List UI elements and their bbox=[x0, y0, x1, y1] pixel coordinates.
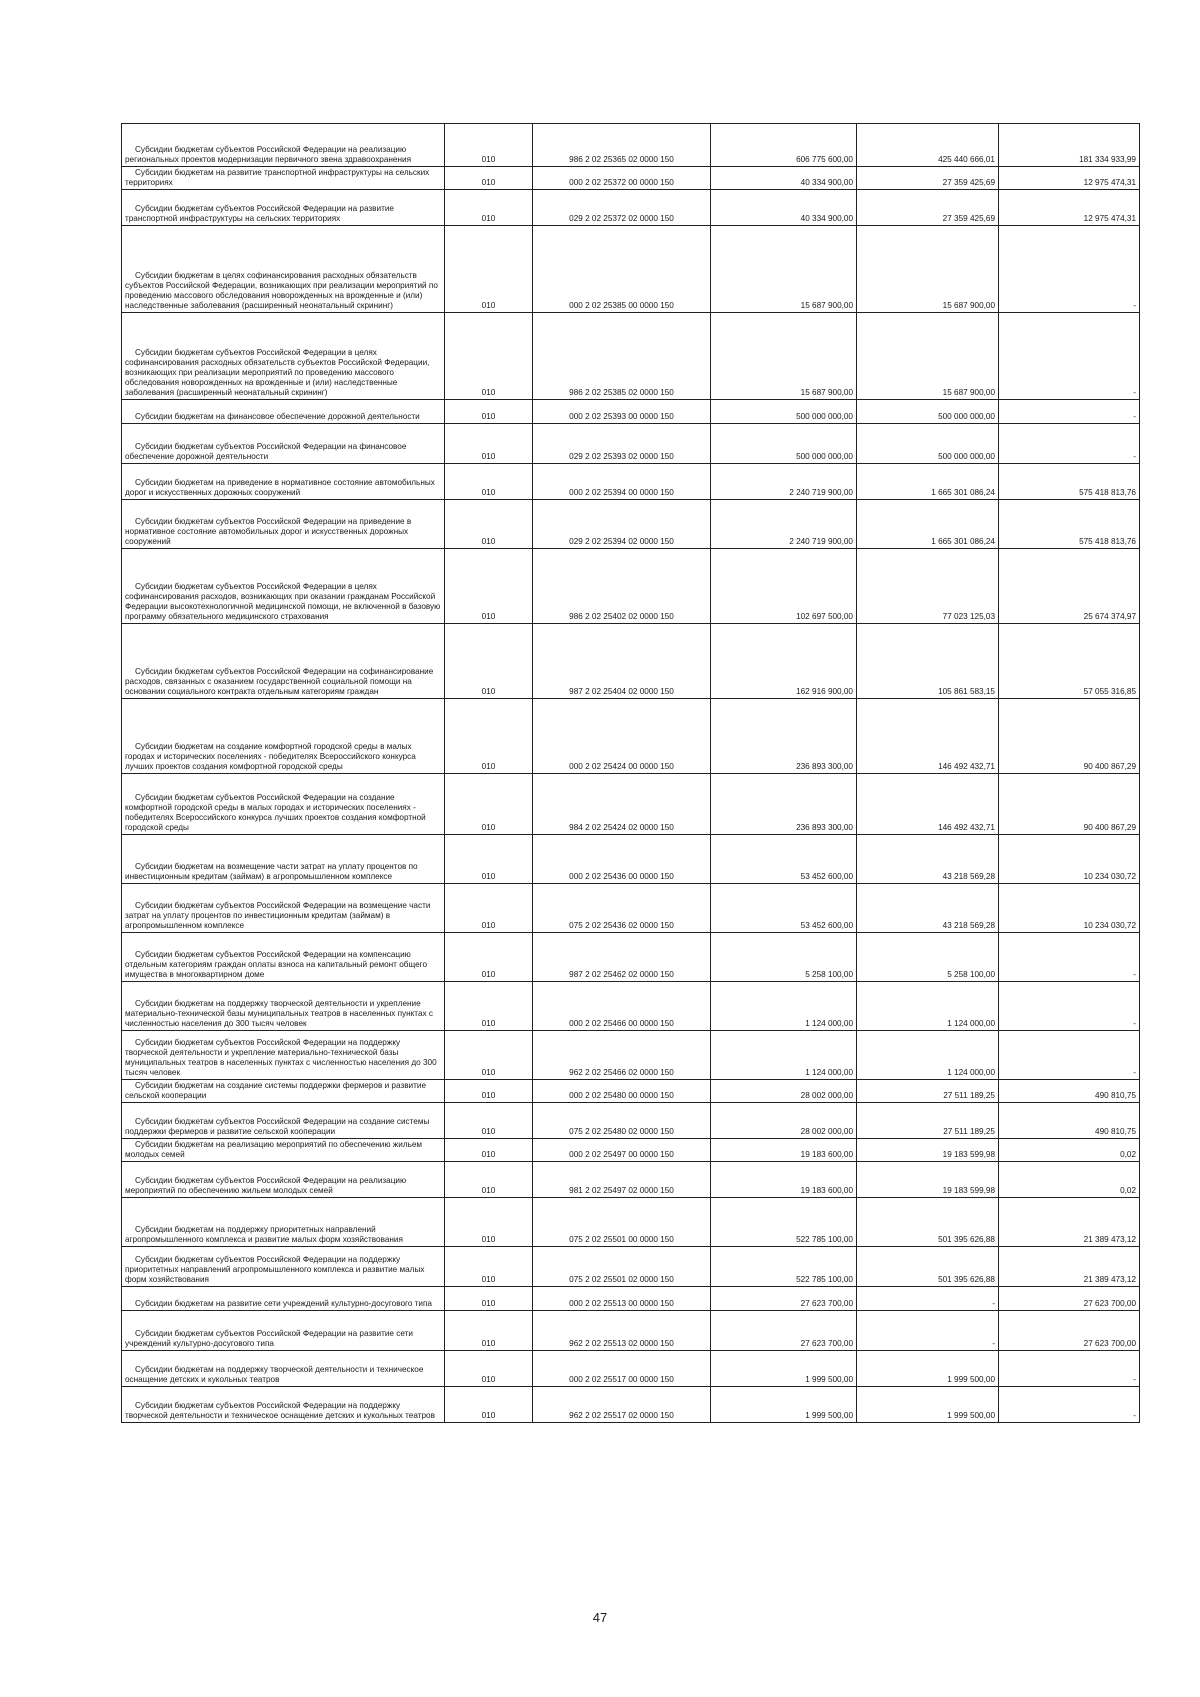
row-approved: 15 687 900,00 bbox=[711, 313, 857, 400]
page-number: 47 bbox=[592, 1610, 608, 1625]
row-name: Субсидии бюджетам на поддержку творческой деятельности и техническое оснащение детских и кукольных театров bbox=[122, 1351, 445, 1387]
table-row bbox=[122, 400, 1140, 424]
table-row bbox=[122, 1387, 1140, 1423]
row-approved: 162 916 900,00 bbox=[711, 624, 857, 699]
row-code: 010 bbox=[445, 549, 533, 624]
row-executed: 1 124 000,00 bbox=[857, 1031, 999, 1080]
row-approved: 53 452 600,00 bbox=[711, 835, 857, 884]
row-name: Субсидии бюджетам на приведение в нормативное состояние автомобильных дорог и искусственных дорожных сооружений bbox=[122, 464, 445, 500]
row-unexecuted: 57 055 316,85 bbox=[999, 624, 1140, 699]
row-name: Субсидии бюджетам в целях софинансирования расходных обязательств субъектов Российской Федерации, возникающих при реализации мероприятий по проведению массового обследования новорожденных на врожденные и (или) наследственные заболевания (расширенный неонатальный скрининг) bbox=[122, 226, 445, 313]
row-budget-code: 962 2 02 25513 02 0000 150 bbox=[533, 1311, 711, 1351]
row-approved: 19 183 600,00 bbox=[711, 1162, 857, 1198]
row-unexecuted: 575 418 813,76 bbox=[999, 500, 1140, 549]
table-row bbox=[122, 313, 1140, 400]
table-row bbox=[122, 1287, 1140, 1311]
row-name: Субсидии бюджетам на поддержку приоритетных направлений агропромышленного комплекса и развитие малых форм хозяйствования bbox=[122, 1198, 445, 1247]
row-name: Субсидии бюджетам субъектов Российской Федерации на поддержку творческой деятельности и техническое оснащение детских и кукольных театров bbox=[122, 1387, 445, 1423]
row-unexecuted: - bbox=[999, 313, 1140, 400]
row-executed: 27 359 425,69 bbox=[857, 190, 999, 226]
row-unexecuted: 575 418 813,76 bbox=[999, 464, 1140, 500]
row-budget-code: 000 2 02 25436 00 0000 150 bbox=[533, 835, 711, 884]
table-row bbox=[122, 982, 1140, 1031]
row-executed: - bbox=[857, 1287, 999, 1311]
row-budget-code: 000 2 02 25394 00 0000 150 bbox=[533, 464, 711, 500]
row-code: 010 bbox=[445, 774, 533, 835]
row-budget-code: 987 2 02 25462 02 0000 150 bbox=[533, 933, 711, 982]
row-executed: 500 000 000,00 bbox=[857, 424, 999, 464]
revenue-table bbox=[121, 123, 1140, 1423]
row-executed: 5 258 100,00 bbox=[857, 933, 999, 982]
row-code: 010 bbox=[445, 1287, 533, 1311]
row-name: Субсидии бюджетам на создание системы поддержки фермеров и развитие сельской кооперации bbox=[122, 1080, 445, 1103]
row-executed: 27 511 189,25 bbox=[857, 1103, 999, 1139]
row-code: 010 bbox=[445, 124, 533, 167]
row-unexecuted: - bbox=[999, 982, 1140, 1031]
table-row bbox=[122, 124, 1140, 167]
row-code: 010 bbox=[445, 835, 533, 884]
row-unexecuted: 10 234 030,72 bbox=[999, 884, 1140, 933]
row-executed: 43 218 569,28 bbox=[857, 884, 999, 933]
row-code: 010 bbox=[445, 1198, 533, 1247]
row-executed: 1 999 500,00 bbox=[857, 1351, 999, 1387]
row-approved: 40 334 900,00 bbox=[711, 190, 857, 226]
row-budget-code: 000 2 02 25385 00 0000 150 bbox=[533, 226, 711, 313]
row-unexecuted: 181 334 933,99 bbox=[999, 124, 1140, 167]
row-code: 010 bbox=[445, 313, 533, 400]
row-approved: 40 334 900,00 bbox=[711, 167, 857, 190]
row-budget-code: 986 2 02 25365 02 0000 150 bbox=[533, 124, 711, 167]
table-row bbox=[122, 226, 1140, 313]
row-name: Субсидии бюджетам субъектов Российской Федерации на финансовое обеспечение дорожной деятельности bbox=[122, 424, 445, 464]
row-approved: 27 623 700,00 bbox=[711, 1311, 857, 1351]
row-executed: 1 665 301 086,24 bbox=[857, 464, 999, 500]
row-approved: 1 124 000,00 bbox=[711, 1031, 857, 1080]
table-row bbox=[122, 1311, 1140, 1351]
row-budget-code: 984 2 02 25424 02 0000 150 bbox=[533, 774, 711, 835]
row-approved: 15 687 900,00 bbox=[711, 226, 857, 313]
row-approved: 28 002 000,00 bbox=[711, 1103, 857, 1139]
row-code: 010 bbox=[445, 190, 533, 226]
table-row bbox=[122, 1139, 1140, 1162]
row-budget-code: 987 2 02 25404 02 0000 150 bbox=[533, 624, 711, 699]
row-unexecuted: 25 674 374,97 bbox=[999, 549, 1140, 624]
table-row bbox=[122, 190, 1140, 226]
row-unexecuted: 12 975 474,31 bbox=[999, 190, 1140, 226]
row-budget-code: 962 2 02 25517 02 0000 150 bbox=[533, 1387, 711, 1423]
row-name: Субсидии бюджетам субъектов Российской Федерации на реализацию мероприятий по обеспечению жильем молодых семей bbox=[122, 1162, 445, 1198]
row-approved: 606 775 600,00 bbox=[711, 124, 857, 167]
table-row bbox=[122, 424, 1140, 464]
row-code: 010 bbox=[445, 1139, 533, 1162]
row-unexecuted: - bbox=[999, 226, 1140, 313]
row-approved: 27 623 700,00 bbox=[711, 1287, 857, 1311]
row-executed: 501 395 626,88 bbox=[857, 1247, 999, 1287]
row-unexecuted: - bbox=[999, 1351, 1140, 1387]
row-code: 010 bbox=[445, 1080, 533, 1103]
row-executed: 27 511 189,25 bbox=[857, 1080, 999, 1103]
row-budget-code: 000 2 02 25372 00 0000 150 bbox=[533, 167, 711, 190]
row-approved: 2 240 719 900,00 bbox=[711, 500, 857, 549]
row-approved: 522 785 100,00 bbox=[711, 1247, 857, 1287]
table-row bbox=[122, 884, 1140, 933]
row-code: 010 bbox=[445, 699, 533, 774]
row-executed: - bbox=[857, 1311, 999, 1351]
row-executed: 425 440 666,01 bbox=[857, 124, 999, 167]
row-approved: 500 000 000,00 bbox=[711, 400, 857, 424]
row-executed: 77 023 125,03 bbox=[857, 549, 999, 624]
row-budget-code: 000 2 02 25393 00 0000 150 bbox=[533, 400, 711, 424]
table-row bbox=[122, 549, 1140, 624]
table-row bbox=[122, 500, 1140, 549]
row-code: 010 bbox=[445, 1387, 533, 1423]
row-approved: 1 124 000,00 bbox=[711, 982, 857, 1031]
row-budget-code: 986 2 02 25385 02 0000 150 bbox=[533, 313, 711, 400]
row-name: Субсидии бюджетам на развитие транспортной инфраструктуры на сельских территориях bbox=[122, 167, 445, 190]
row-executed: 15 687 900,00 bbox=[857, 313, 999, 400]
row-code: 010 bbox=[445, 1103, 533, 1139]
row-name: Субсидии бюджетам субъектов Российской Федерации на создание комфортной городской среды в малых городах и исторических поселениях - победителях Всероссийского конкурса лучших проектов создания комфортной городской среды bbox=[122, 774, 445, 835]
row-unexecuted: - bbox=[999, 1387, 1140, 1423]
row-executed: 105 861 583,15 bbox=[857, 624, 999, 699]
row-name: Субсидии бюджетам на поддержку творческой деятельности и укрепление материально-технической базы муниципальных театров в населенных пунктах с численностью населения до 300 тысяч человек bbox=[122, 982, 445, 1031]
row-budget-code: 000 2 02 25513 00 0000 150 bbox=[533, 1287, 711, 1311]
table-row bbox=[122, 167, 1140, 190]
row-code: 010 bbox=[445, 167, 533, 190]
row-unexecuted: 27 623 700,00 bbox=[999, 1311, 1140, 1351]
row-name: Субсидии бюджетам субъектов Российской Федерации на софинансирование расходов, связанных с оказанием государственной социальной помощи на основании социального контракта отдельным категориям граждан bbox=[122, 624, 445, 699]
table-row bbox=[122, 1247, 1140, 1287]
row-executed: 501 395 626,88 bbox=[857, 1198, 999, 1247]
row-approved: 1 999 500,00 bbox=[711, 1387, 857, 1423]
row-unexecuted: 490 810,75 bbox=[999, 1080, 1140, 1103]
row-code: 010 bbox=[445, 500, 533, 549]
table-row bbox=[122, 1198, 1140, 1247]
row-code: 010 bbox=[445, 226, 533, 313]
row-code: 010 bbox=[445, 884, 533, 933]
row-approved: 19 183 600,00 bbox=[711, 1139, 857, 1162]
row-name: Субсидии бюджетам субъектов Российской Федерации на развитие сети учреждений культурно-досугового типа bbox=[122, 1311, 445, 1351]
row-budget-code: 000 2 02 25497 00 0000 150 bbox=[533, 1139, 711, 1162]
row-code: 010 bbox=[445, 464, 533, 500]
table-row bbox=[122, 1031, 1140, 1080]
row-name: Субсидии бюджетам на развитие сети учреждений культурно-досугового типа bbox=[122, 1287, 445, 1311]
row-executed: 1 999 500,00 bbox=[857, 1387, 999, 1423]
row-name: Субсидии бюджетам субъектов Российской Федерации в целях софинансирования расходных обязательств субъектов Российской Федерации, возникающих при реализации мероприятий по проведению массового обследования новорожденных на врожденные и (или) наследственные заболевания (расширенный неонатальный скрининг) bbox=[122, 313, 445, 400]
row-approved: 28 002 000,00 bbox=[711, 1080, 857, 1103]
row-budget-code: 029 2 02 25372 02 0000 150 bbox=[533, 190, 711, 226]
row-name: Субсидии бюджетам субъектов Российской Федерации на развитие транспортной инфраструктуры на сельских территориях bbox=[122, 190, 445, 226]
row-name: Субсидии бюджетам субъектов Российской Федерации на компенсацию отдельным категориям граждан оплаты взноса на капитальный ремонт общего имущества в многоквартирном доме bbox=[122, 933, 445, 982]
row-budget-code: 000 2 02 25466 00 0000 150 bbox=[533, 982, 711, 1031]
row-approved: 236 893 300,00 bbox=[711, 699, 857, 774]
row-budget-code: 075 2 02 25501 00 0000 150 bbox=[533, 1198, 711, 1247]
row-unexecuted: 0,02 bbox=[999, 1162, 1140, 1198]
row-approved: 2 240 719 900,00 bbox=[711, 464, 857, 500]
revenue-table-body bbox=[122, 124, 1140, 1423]
row-budget-code: 986 2 02 25402 02 0000 150 bbox=[533, 549, 711, 624]
row-executed: 500 000 000,00 bbox=[857, 400, 999, 424]
row-budget-code: 000 2 02 25424 00 0000 150 bbox=[533, 699, 711, 774]
row-name: Субсидии бюджетам субъектов Российской Федерации на реализацию региональных проектов модернизации первичного звена здравоохранения bbox=[122, 124, 445, 167]
row-budget-code: 000 2 02 25517 00 0000 150 bbox=[533, 1351, 711, 1387]
table-row bbox=[122, 624, 1140, 699]
row-budget-code: 962 2 02 25466 02 0000 150 bbox=[533, 1031, 711, 1080]
row-approved: 5 258 100,00 bbox=[711, 933, 857, 982]
row-executed: 27 359 425,69 bbox=[857, 167, 999, 190]
row-unexecuted: - bbox=[999, 424, 1140, 464]
row-executed: 146 492 432,71 bbox=[857, 774, 999, 835]
row-name: Субсидии бюджетам субъектов Российской Федерации на возмещение части затрат на уплату процентов по инвестиционным кредитам (займам) в агропромышленном комплексе bbox=[122, 884, 445, 933]
row-unexecuted: 21 389 473,12 bbox=[999, 1247, 1140, 1287]
row-approved: 53 452 600,00 bbox=[711, 884, 857, 933]
row-name: Субсидии бюджетам субъектов Российской Федерации на создание системы поддержки фермеров и развитие сельской кооперации bbox=[122, 1103, 445, 1139]
row-code: 010 bbox=[445, 1162, 533, 1198]
row-budget-code: 075 2 02 25436 02 0000 150 bbox=[533, 884, 711, 933]
row-unexecuted: 12 975 474,31 bbox=[999, 167, 1140, 190]
row-code: 010 bbox=[445, 1031, 533, 1080]
table-row bbox=[122, 699, 1140, 774]
row-unexecuted: 90 400 867,29 bbox=[999, 699, 1140, 774]
table-row bbox=[122, 774, 1140, 835]
table-row bbox=[122, 464, 1140, 500]
row-budget-code: 029 2 02 25393 02 0000 150 bbox=[533, 424, 711, 464]
row-name: Субсидии бюджетам на создание комфортной городской среды в малых городах и исторических поселениях - победителях Всероссийского конкурса лучших проектов создания комфортной городской среды bbox=[122, 699, 445, 774]
table-row bbox=[122, 1080, 1140, 1103]
row-code: 010 bbox=[445, 1247, 533, 1287]
row-name: Субсидии бюджетам на финансовое обеспечение дорожной деятельности bbox=[122, 400, 445, 424]
row-unexecuted: 10 234 030,72 bbox=[999, 835, 1140, 884]
row-unexecuted: - bbox=[999, 1031, 1140, 1080]
row-executed: 15 687 900,00 bbox=[857, 226, 999, 313]
row-unexecuted: - bbox=[999, 400, 1140, 424]
row-executed: 1 665 301 086,24 bbox=[857, 500, 999, 549]
table-row bbox=[122, 1162, 1140, 1198]
row-code: 010 bbox=[445, 400, 533, 424]
row-code: 010 bbox=[445, 982, 533, 1031]
row-name: Субсидии бюджетам субъектов Российской Федерации на приведение в нормативное состояние автомобильных дорог и искусственных дорожных сооружений bbox=[122, 500, 445, 549]
row-code: 010 bbox=[445, 1351, 533, 1387]
row-code: 010 bbox=[445, 424, 533, 464]
row-executed: 19 183 599,98 bbox=[857, 1139, 999, 1162]
row-unexecuted: 490 810,75 bbox=[999, 1103, 1140, 1139]
row-executed: 19 183 599,98 bbox=[857, 1162, 999, 1198]
table-row bbox=[122, 835, 1140, 884]
table-row bbox=[122, 933, 1140, 982]
row-approved: 1 999 500,00 bbox=[711, 1351, 857, 1387]
row-unexecuted: - bbox=[999, 933, 1140, 982]
row-name: Субсидии бюджетам субъектов Российской Федерации на поддержку творческой деятельности и укрепление материально-технической базы муниципальных театров в населенных пунктах с численностью населения до 300 тысяч человек bbox=[122, 1031, 445, 1080]
row-approved: 102 697 500,00 bbox=[711, 549, 857, 624]
row-executed: 43 218 569,28 bbox=[857, 835, 999, 884]
row-approved: 522 785 100,00 bbox=[711, 1198, 857, 1247]
row-unexecuted: 0,02 bbox=[999, 1139, 1140, 1162]
row-unexecuted: 27 623 700,00 bbox=[999, 1287, 1140, 1311]
row-budget-code: 029 2 02 25394 02 0000 150 bbox=[533, 500, 711, 549]
row-name: Субсидии бюджетам субъектов Российской Федерации в целях софинансирования расходов, возникающих при оказании гражданам Российской Федерации высокотехнологичной медицинской помощи, не включенной в базовую программу обязательного медицинского страхования bbox=[122, 549, 445, 624]
row-name: Субсидии бюджетам на реализацию мероприятий по обеспечению жильем молодых семей bbox=[122, 1139, 445, 1162]
row-approved: 500 000 000,00 bbox=[711, 424, 857, 464]
row-approved: 236 893 300,00 bbox=[711, 774, 857, 835]
row-code: 010 bbox=[445, 1311, 533, 1351]
row-unexecuted: 21 389 473,12 bbox=[999, 1198, 1140, 1247]
table-row bbox=[122, 1351, 1140, 1387]
row-executed: 146 492 432,71 bbox=[857, 699, 999, 774]
row-executed: 1 124 000,00 bbox=[857, 982, 999, 1031]
row-code: 010 bbox=[445, 933, 533, 982]
row-budget-code: 000 2 02 25480 00 0000 150 bbox=[533, 1080, 711, 1103]
row-name: Субсидии бюджетам на возмещение части затрат на уплату процентов по инвестиционным кредитам (займам) в агропромышленном комплексе bbox=[122, 835, 445, 884]
row-budget-code: 075 2 02 25501 02 0000 150 bbox=[533, 1247, 711, 1287]
row-name: Субсидии бюджетам субъектов Российской Федерации на поддержку приоритетных направлений агропромышленного комплекса и развитие малых форм хозяйствования bbox=[122, 1247, 445, 1287]
table-row bbox=[122, 1103, 1140, 1139]
row-budget-code: 075 2 02 25480 02 0000 150 bbox=[533, 1103, 711, 1139]
row-unexecuted: 90 400 867,29 bbox=[999, 774, 1140, 835]
row-budget-code: 981 2 02 25497 02 0000 150 bbox=[533, 1162, 711, 1198]
row-code: 010 bbox=[445, 624, 533, 699]
